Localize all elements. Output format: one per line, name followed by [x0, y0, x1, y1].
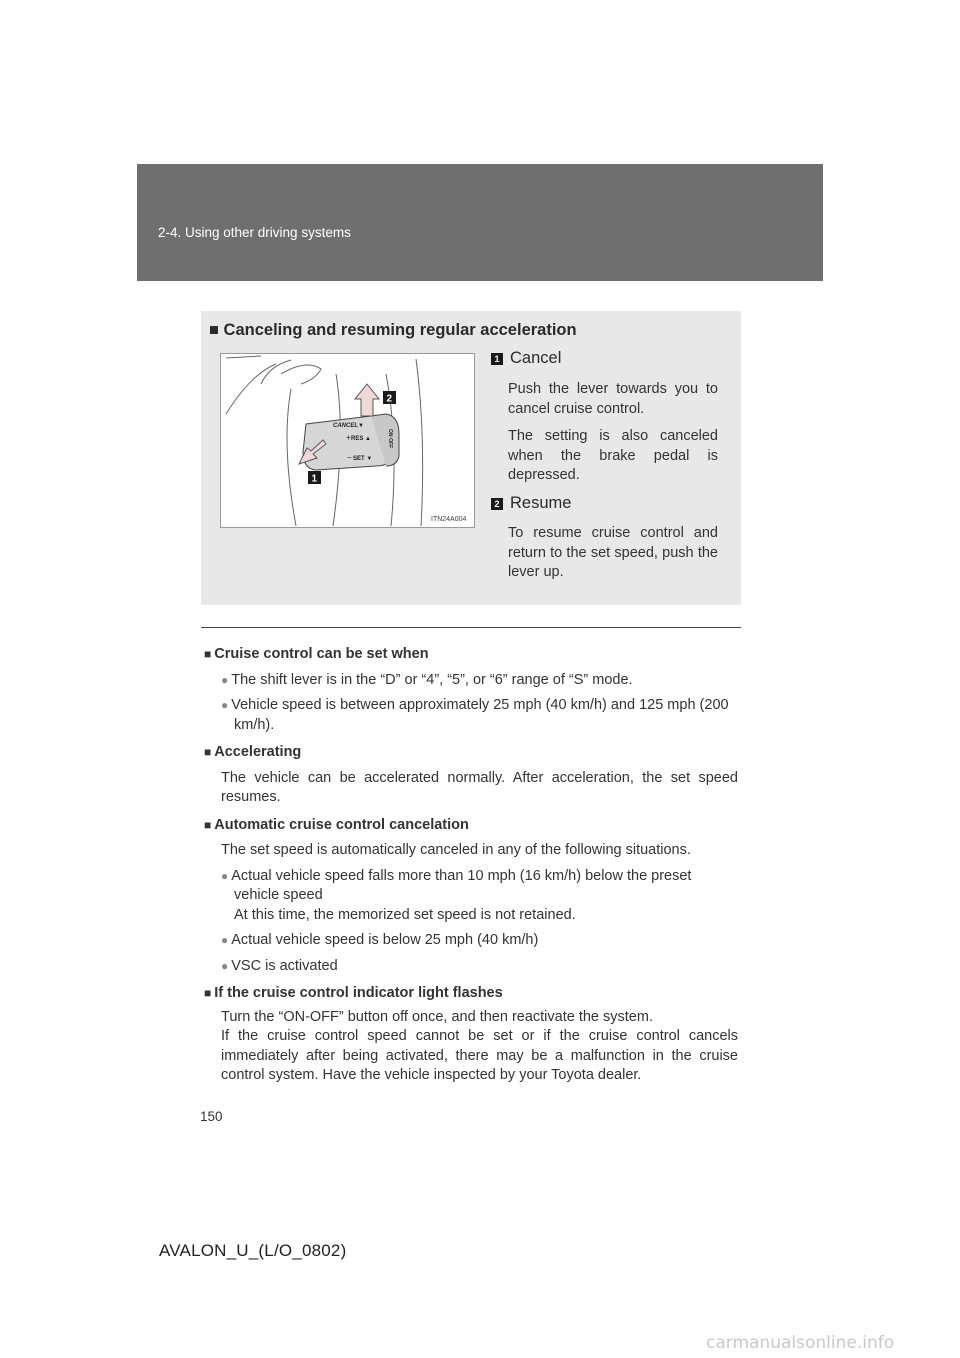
- list-item: ● VSC is activated: [221, 957, 338, 974]
- lever-res-label: RES ▲: [351, 436, 371, 442]
- divider: [201, 627, 741, 628]
- list-item: ● Actual vehicle speed is below 25 mph (40 km/h): [221, 932, 539, 948]
- square-bullet-icon: ■: [204, 817, 212, 832]
- square-bullet-icon: ■: [204, 745, 212, 759]
- step-resume-title: [491, 494, 571, 513]
- resume-arrow-icon: [355, 384, 379, 416]
- step-2-paragraph: To resume cruise control and return to the set speed, push the lever up.: [508, 525, 718, 580]
- step-cancel-title: [491, 349, 561, 368]
- step-1-paragraph: The setting is also canceled when the brake pedal is depressed.: [508, 428, 718, 483]
- notes-body: [204, 645, 738, 1086]
- circle-bullet-icon: ●: [221, 933, 229, 947]
- circle-bullet-icon: ●: [221, 698, 229, 712]
- paragraph: The set speed is automatically canceled in any of the following situations.: [221, 842, 691, 858]
- lever-set-label: SET ▼: [353, 456, 373, 462]
- section-heading: ■ Accelerating: [204, 744, 302, 760]
- lever-onoff-label: ON·OFF: [387, 429, 393, 449]
- step-1-number: 1: [491, 353, 503, 365]
- header-band: [137, 164, 823, 281]
- step-1-paragraph: Push the lever towards you to cancel cruise control.: [508, 381, 718, 417]
- cruise-lever-figure: [220, 353, 475, 528]
- lever-cancel-label: CANCEL▼: [333, 423, 364, 429]
- footer-code: AVALON_U_(L/O_0802): [159, 1241, 347, 1260]
- svg-text:+: +: [346, 433, 351, 442]
- callout-1-label: 1: [311, 473, 318, 485]
- callout-2-label: 2: [386, 393, 393, 405]
- square-bullet-icon: ■: [204, 647, 212, 661]
- section-heading: ■ Automatic cruise control cancelation: [204, 816, 469, 833]
- page-number: 150: [200, 1109, 223, 1124]
- paragraph: Turn the “ON-OFF” button off once, and then reactivate the system.: [221, 1008, 653, 1025]
- step-cancel-text: [508, 380, 718, 486]
- square-bullet-icon: ■: [204, 986, 212, 1000]
- panel-heading: ■ Canceling and resuming regular acceleration: [209, 321, 577, 339]
- list-item: ● The shift lever is in the “D” or “4”, “5”, or “6” range of “S” mode.: [221, 671, 633, 688]
- step-2-number: 2: [491, 498, 503, 510]
- step-1-title: Cancel: [510, 349, 562, 367]
- watermark: carmanualsonline.info: [706, 1333, 895, 1353]
- svg-text:−: −: [347, 453, 352, 462]
- circle-bullet-icon: ●: [221, 958, 229, 973]
- section-title: 2-4. Using other driving systems: [158, 225, 351, 240]
- lever-illustration: [221, 354, 474, 527]
- list-item: ● Actual vehicle speed falls more than 10 mph (16 km/h) below the preset vehicle speed At this time, the memorized set speed is not retained.: [221, 867, 692, 923]
- section-heading: ■ If the cruise control indicator light flashes: [204, 985, 503, 1001]
- paragraph: If the cruise control speed cannot be set or if the cruise control cancels immediately after being activated, there may be a malfunction in the cruise control system. Have the vehicle inspected by your Toyota dealer.: [221, 1028, 738, 1083]
- figure-code: ITN24A004: [431, 516, 467, 523]
- list-item: ● Vehicle speed is between approximately 25 mph (40 km/h) and 125 mph (200 km/h).: [221, 697, 729, 733]
- section-heading: ■ Cruise control can be set when: [204, 646, 429, 662]
- circle-bullet-icon: ●: [221, 868, 229, 883]
- paragraph: The vehicle can be accelerated normally. After acceleration, the set speed resumes.: [221, 769, 738, 805]
- step-2-title: Resume: [510, 494, 572, 512]
- circle-bullet-icon: ●: [221, 672, 229, 687]
- step-resume-text: [508, 524, 718, 583]
